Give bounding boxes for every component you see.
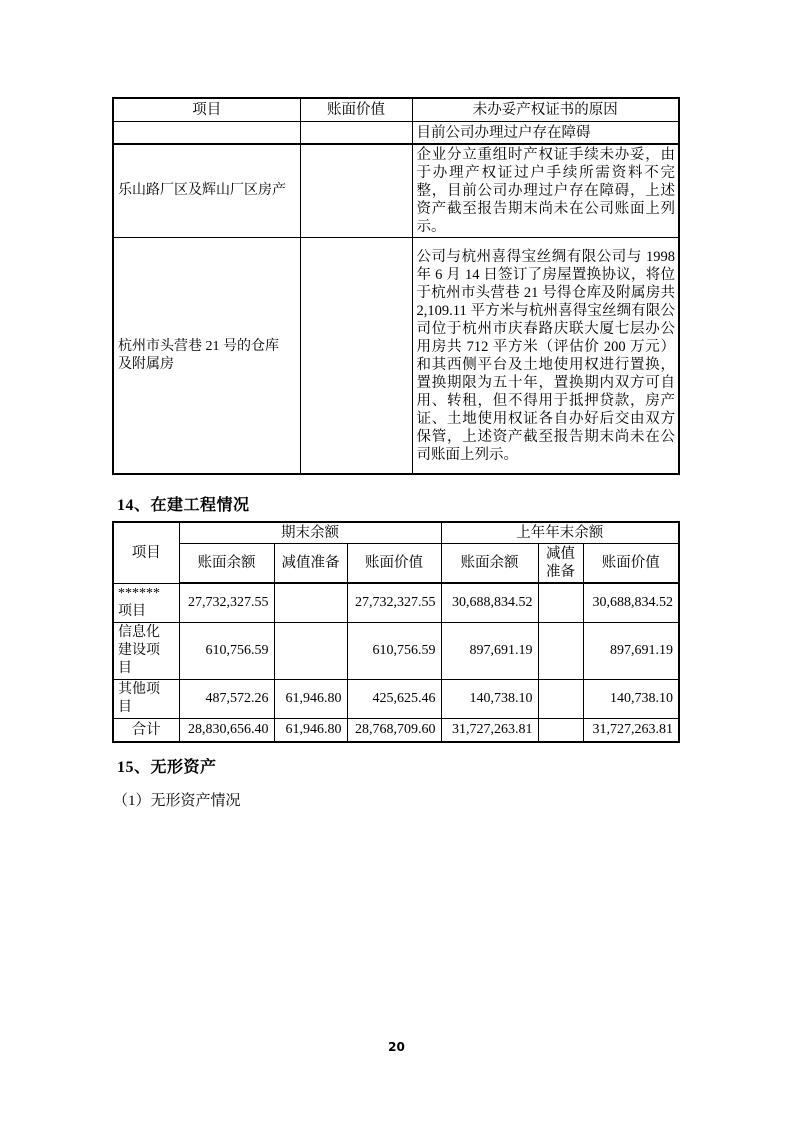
table2-r2-c5	[538, 622, 583, 679]
table2-total-c5	[538, 718, 583, 742]
table1-r3-item: 杭州市头营巷 21 号的仓库及附属房	[113, 238, 300, 475]
table2-r2-c6: 897,691.19	[583, 622, 679, 679]
table2-header-prior-year: 上年年末余额	[441, 522, 679, 544]
table2-r3-c1: 487,572.26	[179, 679, 274, 718]
table2-row	[113, 583, 679, 622]
table1-r3-reason: 公司与杭州喜得宝丝绸有限公司与 1998 年 6 月 14 日签订了房屋置换协议，将位于杭州市头营巷 21 号得仓库及附属房共 2,109.11 平方米与杭州喜得宝丝绸有限公司位于杭州市庆春路庆联大厦七层办公用房共 712 平方米（评估价 200 万元）和其西侧平台及土地使用权进行置换，置换期限为五十年，置换期内双方可自用、转租，但不得用于抵押贷款，房产证、土地使用权证各自办好后交由双方保管，上述资产截至报告期末尚未在公司账面上列示。	[412, 238, 679, 475]
table1-row	[113, 144, 679, 238]
table2-total-c6: 31,727,263.81	[583, 718, 679, 742]
table2-r3-c4: 140,738.10	[441, 679, 538, 718]
table2-r3-c3: 425,625.46	[347, 679, 441, 718]
table2-r2-c4: 897,691.19	[441, 622, 538, 679]
table1-r2-reason: 企业分立重组时产权证手续未办妥，由于办理产权证过户手续所需资料不完整，目前公司办理过户存在障碍，上述资产截至报告期末尚未在公司账面上列示。	[412, 144, 679, 238]
table1-r1-item	[113, 122, 300, 145]
table2-row	[113, 622, 679, 679]
table2-subheader-book-value-1: 账面价值	[347, 544, 441, 584]
table2-r3-c6: 140,738.10	[583, 679, 679, 718]
table2-subheader-book-balance-1: 账面余额	[179, 544, 274, 584]
table1-header-row	[113, 98, 679, 122]
table2-subheader-impairment-1: 减值准备	[274, 544, 347, 584]
table1-header-book-value: 账面价值	[300, 98, 412, 122]
subsection-15-1-label: （1）无形资产情况	[113, 793, 241, 809]
construction-in-progress-table	[112, 521, 680, 743]
table1-header-item: 项目	[113, 98, 300, 122]
table2-r1-c2	[274, 583, 347, 622]
table2-sub-header-row	[113, 544, 679, 584]
table1-r2-book-value	[300, 144, 412, 238]
table2-r1-c4: 30,688,834.52	[441, 583, 538, 622]
table2-r3-c2: 61,946.80	[274, 679, 347, 718]
section-14-heading: 14、在建工程情况	[117, 497, 250, 514]
table2-total-c4: 31,727,263.81	[441, 718, 538, 742]
table2-total-c2: 61,946.80	[274, 718, 347, 742]
table2-r2-item: 信息化建设项目	[113, 622, 179, 679]
table2-subheader-impairment-2: 减值准备	[538, 544, 583, 584]
table2-r1-item: ******项目	[113, 583, 179, 622]
table1-r2-item: 乐山路厂区及辉山厂区房产	[113, 144, 300, 238]
table1-r1-book-value	[300, 122, 412, 145]
table2-subheader-book-balance-2: 账面余额	[441, 544, 538, 584]
table2-total-c3: 28,768,709.60	[347, 718, 441, 742]
table1-header-reason: 未办妥产权证书的原因	[412, 98, 679, 122]
table2-r1-c1: 27,732,327.55	[179, 583, 274, 622]
table2-subheader-book-value-2: 账面价值	[583, 544, 679, 584]
table2-total-c1: 28,830,656.40	[179, 718, 274, 742]
table2-r2-c1: 610,756.59	[179, 622, 274, 679]
table2-r1-c6: 30,688,834.52	[583, 583, 679, 622]
table2-r2-c2	[274, 622, 347, 679]
table2-r3-c5	[538, 679, 583, 718]
table1-r3-book-value	[300, 238, 412, 475]
table2-row	[113, 679, 679, 718]
table2-group-header-row	[113, 522, 679, 544]
table1-row	[113, 122, 679, 145]
table2-header-current-period: 期末余额	[179, 522, 441, 544]
table2-r1-c3: 27,732,327.55	[347, 583, 441, 622]
table2-r3-item: 其他项目	[113, 679, 179, 718]
table2-r1-c5	[538, 583, 583, 622]
table1-row	[113, 238, 679, 475]
table2-total-row	[113, 718, 679, 742]
table1-r1-reason: 目前公司办理过户存在障碍	[412, 122, 679, 145]
table2-total-label: 合计	[113, 718, 179, 742]
page-number: 20	[388, 1040, 405, 1054]
table2-header-item: 项目	[113, 522, 179, 583]
section-15-heading: 15、无形资产	[117, 759, 217, 776]
table2-r2-c3: 610,756.59	[347, 622, 441, 679]
property-certificate-table	[112, 97, 680, 475]
